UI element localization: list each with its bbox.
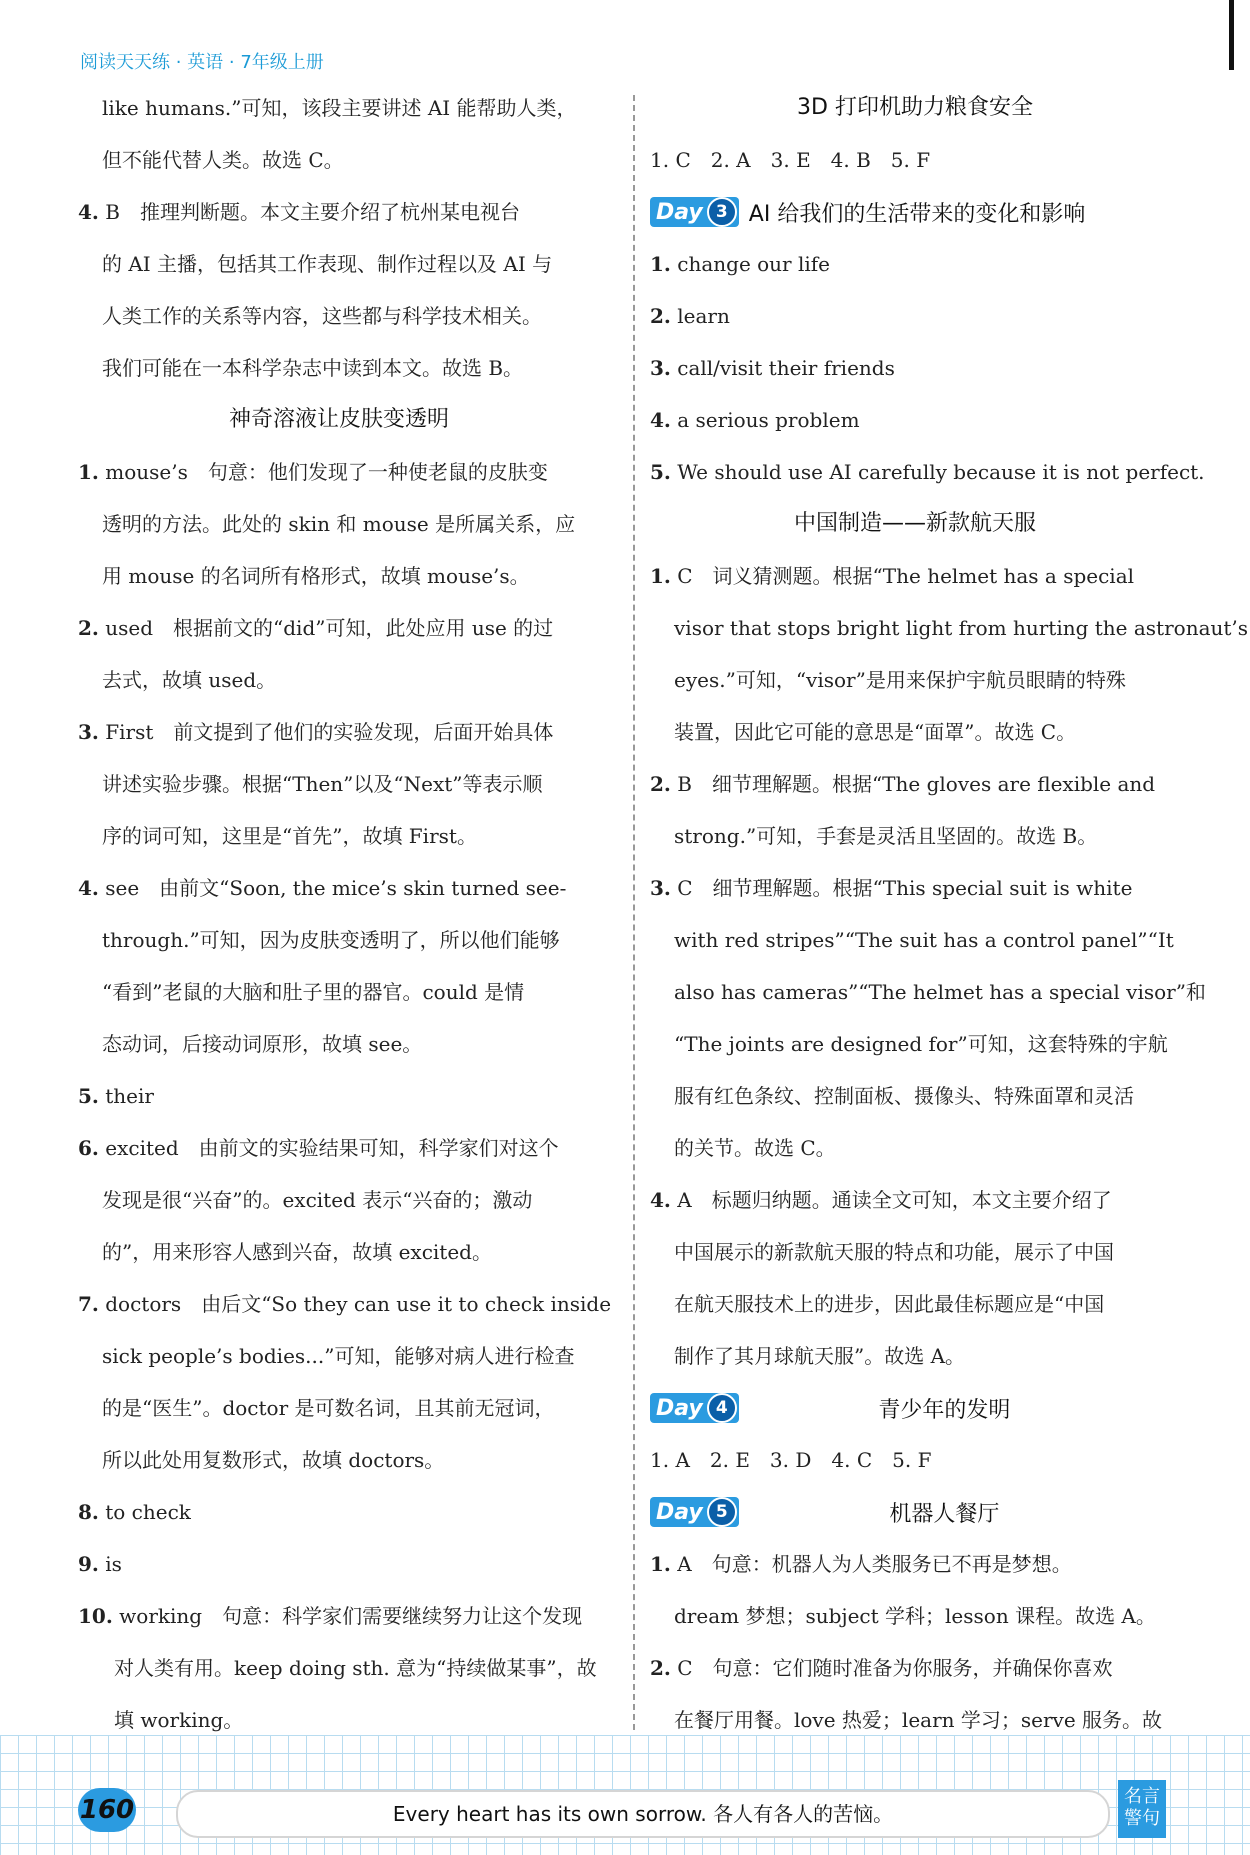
item-text: mouse’s 句意：他们发现了一种使老鼠的皮肤变	[98, 460, 548, 484]
answer-text-line	[78, 654, 600, 706]
answer-item	[650, 862, 1180, 914]
item-number: 5.	[650, 460, 671, 484]
answer-text-line	[78, 290, 600, 342]
item-number: 8.	[78, 1500, 99, 1524]
answer-text-line	[650, 602, 1249, 654]
item-text: through.”可知，因为皮肤变透明了，所以他们能够	[102, 928, 560, 952]
answer-text-line	[650, 1070, 1180, 1122]
right-column	[650, 82, 1249, 1798]
item-number: 3.	[650, 876, 671, 900]
item-text: call/visit their friends	[670, 356, 895, 380]
answer-item	[78, 1278, 612, 1330]
answer-text-line	[78, 1226, 600, 1278]
answer-text-line	[78, 1382, 600, 1434]
item-text: 的”，用来形容人感到兴奋，故填 excited。	[102, 1240, 492, 1264]
item-text: is	[98, 1552, 122, 1576]
item-number: 4.	[650, 1188, 671, 1212]
day-title: 青少年的发明	[878, 1397, 1011, 1423]
day-heading	[650, 1382, 1180, 1434]
answer-text-line	[650, 134, 1180, 186]
item-text: A 标题归纳题。通读全文可知，本文主要介绍了	[670, 1188, 1112, 1212]
day-label: Day	[656, 1395, 703, 1421]
answer-text-line	[650, 810, 1180, 862]
answer-item	[650, 342, 1180, 394]
item-number: 2.	[650, 304, 671, 328]
answer-text-line	[78, 238, 600, 290]
answer-item	[78, 1486, 600, 1538]
item-text: a serious problem	[670, 408, 860, 432]
answer-item	[78, 706, 600, 758]
item-text: visor that stops bright light from hurting the astronaut’s	[674, 616, 1249, 640]
item-number: 9.	[78, 1552, 99, 1576]
item-text: 所以此处用复数形式，故填 doctors。	[102, 1448, 445, 1472]
item-text: 透明的方法。此处的 skin 和 mouse 是所属关系，应	[102, 512, 576, 536]
item-text: 序的词可知，这里是“首先”，故填 First。	[102, 824, 477, 848]
item-text: excited 由前文的实验结果可知，科学家们对这个	[98, 1136, 559, 1160]
item-text: 讲述实验步骤。根据“Then”以及“Next”等表示顺	[102, 772, 543, 796]
answer-item	[650, 758, 1180, 810]
item-text: 的是“医生”。doctor 是可数名词，且其前无冠词，	[102, 1396, 555, 1420]
answer-item	[78, 862, 600, 914]
item-text: 人类工作的关系等内容，这些都与科学技术相关。	[102, 304, 542, 328]
item-text: 填 working。	[114, 1708, 244, 1732]
item-text: sick people’s bodies...”可知，能够对病人进行检查	[102, 1344, 575, 1368]
item-text: eyes.”可知，“visor”是用来保护宇航员眼睛的特殊	[674, 668, 1126, 692]
answer-text-line	[78, 342, 600, 394]
answer-text-line	[78, 758, 600, 810]
answer-item	[650, 446, 1205, 498]
item-text: “看到”老鼠的大脑和肚子里的器官。could 是情	[102, 980, 525, 1004]
quote-badge-line2: 警句	[1124, 1808, 1160, 1829]
item-number: 2.	[78, 616, 99, 640]
item-text: also has cameras”“The helmet has a special visor”和	[674, 980, 1206, 1004]
answer-item	[78, 1538, 600, 1590]
item-text: 装置，因此它可能的意思是“面罩”。故选 C。	[674, 720, 1077, 744]
item-number: 5.	[78, 1084, 99, 1108]
page-edge-mark	[1229, 0, 1234, 70]
answer-text-line	[650, 1122, 1180, 1174]
answer-item	[78, 186, 600, 238]
answer-text-line	[78, 134, 600, 186]
item-text: see 由前文“Soon, the mice’s skin turned see-	[98, 876, 567, 900]
item-number: 1.	[650, 252, 671, 276]
answer-item	[650, 1642, 1180, 1694]
item-text: 态动词，后接动词原形，故填 see。	[102, 1032, 423, 1056]
item-text: 制作了其月球航天服”。故选 A。	[674, 1344, 966, 1368]
answer-item	[650, 1174, 1180, 1226]
answer-text-line	[78, 1434, 600, 1486]
item-number: 4.	[650, 408, 671, 432]
answer-text-line	[650, 1434, 1180, 1486]
day-badge	[650, 1497, 739, 1527]
day-badge	[650, 197, 739, 227]
item-text: 对人类有用。keep doing sth. 意为“持续做某事”，故	[114, 1656, 597, 1680]
answer-text-line	[650, 1590, 1180, 1642]
item-text: 我们可能在一本科学杂志中读到本文。故选 B。	[102, 356, 524, 380]
item-text: 的 AI 主播，包括其工作表现、制作过程以及 AI 与	[102, 252, 553, 276]
item-number: 2.	[650, 772, 671, 796]
item-text: change our life	[670, 252, 831, 276]
item-text: B 推理判断题。本文主要介绍了杭州某电视台	[98, 200, 520, 224]
item-text: 1. A 2. E 3. D 4. C 5. F	[650, 1448, 932, 1472]
running-header: 阅读天天练 · 英语 · 7年级上册	[80, 52, 324, 73]
answer-text-line	[78, 1330, 600, 1382]
answer-item	[78, 1122, 600, 1174]
answer-text-line	[650, 654, 1180, 706]
item-text: like humans.”可知，该段主要讲述 AI 能帮助人类，	[102, 96, 577, 120]
item-number: 10.	[78, 1604, 113, 1628]
answer-text-line	[650, 1226, 1180, 1278]
item-text: dream 梦想；subject 学科；lesson 课程。故选 A。	[674, 1604, 1156, 1628]
item-text: working 句意：科学家们需要继续努力让这个发现	[112, 1604, 583, 1628]
quote-badge	[1118, 1780, 1166, 1838]
item-text: doctors 由后文“So they can use it to check inside	[98, 1292, 612, 1316]
item-text: learn	[670, 304, 730, 328]
answer-text-line	[78, 1174, 600, 1226]
answer-text-line	[650, 966, 1206, 1018]
item-text: C 词义猜测题。根据“The helmet has a special	[670, 564, 1135, 588]
day-heading	[650, 186, 1180, 238]
item-text: 用 mouse 的名词所有格形式，故填 mouse’s。	[102, 564, 530, 588]
section-title: 3D 打印机助力粮食安全	[797, 95, 1033, 120]
answer-item	[78, 1590, 600, 1642]
item-text: to check	[98, 1500, 191, 1524]
answer-item	[78, 602, 600, 654]
item-text: their	[98, 1084, 154, 1108]
answer-text-line	[78, 1018, 600, 1070]
answer-text-line	[650, 1330, 1180, 1382]
day-number: 4	[707, 1393, 737, 1423]
answer-item	[650, 290, 1180, 342]
item-number: 4.	[78, 200, 99, 224]
day-label: Day	[656, 1499, 703, 1525]
answer-item	[78, 446, 600, 498]
day-title: AI 给我们的生活带来的变化和影响	[748, 201, 1086, 227]
day-label: Day	[656, 199, 703, 225]
quote-banner: Every heart has its own sorrow. 各人有各人的苦恼。	[176, 1790, 1110, 1838]
day-title: 机器人餐厅	[889, 1501, 1000, 1527]
answer-text-line	[650, 1278, 1180, 1330]
day-heading	[650, 1486, 1180, 1538]
item-text: with red stripes”“The suit has a control panel”“It	[674, 928, 1174, 952]
item-text: C 句意：它们随时准备为你服务，并确保你喜欢	[670, 1656, 1113, 1680]
answer-item	[650, 550, 1180, 602]
item-text: 在航天服技术上的进步，因此最佳标题应是“中国	[674, 1292, 1105, 1316]
answer-text-line	[78, 914, 600, 966]
item-number: 1.	[78, 460, 99, 484]
section-title: 中国制造——新款航天服	[793, 511, 1036, 536]
item-number: 3.	[650, 356, 671, 380]
item-text: 服有红色条纹、控制面板、摄像头、特殊面罩和灵活	[674, 1084, 1134, 1108]
answer-text-line	[78, 966, 600, 1018]
item-text: B 细节理解题。根据“The gloves are flexible and	[670, 772, 1156, 796]
item-text: 的关节。故选 C。	[674, 1136, 836, 1160]
item-text: “The joints are designed for”可知，这套特殊的宇航	[674, 1032, 1168, 1056]
item-text: 发现是很“兴奋”的。excited 表示“兴奋的；激动	[102, 1188, 533, 1212]
item-text: 中国展示的新款航天服的特点和功能，展示了中国	[674, 1240, 1114, 1264]
page-number: 160	[78, 1788, 136, 1832]
answer-item	[650, 238, 1180, 290]
item-number: 2.	[650, 1656, 671, 1680]
answer-text-line	[650, 1018, 1180, 1070]
day-number: 5	[707, 1497, 737, 1527]
item-number: 3.	[78, 720, 99, 744]
item-text: A 句意：机器人为人类服务已不再是梦想。	[670, 1552, 1072, 1576]
item-text: 去式，故填 used。	[102, 668, 277, 692]
item-number: 1.	[650, 564, 671, 588]
answer-text-line	[78, 1642, 600, 1694]
item-text: 在餐厅用餐。love 热爱；learn 学习；serve 服务。故	[674, 1708, 1163, 1732]
item-text: strong.”可知，手套是灵活且坚固的。故选 B。	[674, 824, 1098, 848]
item-text: 1. C 2. A 3. E 4. B 5. F	[650, 148, 931, 172]
item-text: C 细节理解题。根据“This special suit is white	[670, 876, 1133, 900]
answer-item	[650, 1538, 1180, 1590]
item-number: 1.	[650, 1552, 671, 1576]
answer-text-line	[78, 550, 600, 602]
answer-text-line	[78, 498, 600, 550]
section-title: 神奇溶液让皮肤变透明	[228, 407, 449, 432]
answer-text-line	[78, 82, 600, 134]
item-text: We should use AI carefully because it is not perfect.	[670, 460, 1205, 484]
day-badge	[650, 1393, 739, 1423]
answer-text-line	[650, 914, 1180, 966]
day-number: 3	[707, 197, 737, 227]
answer-text-line	[78, 810, 600, 862]
left-column	[78, 82, 612, 1746]
item-number: 4.	[78, 876, 99, 900]
item-text: 但不能代替人类。故选 C。	[102, 148, 344, 172]
item-text: used 根据前文的“did”可知，此处应用 use 的过	[98, 616, 554, 640]
quote-badge-line1: 名言	[1124, 1786, 1160, 1807]
answer-text-line	[650, 706, 1180, 758]
column-divider	[633, 95, 635, 1730]
item-number: 6.	[78, 1136, 99, 1160]
item-number: 7.	[78, 1292, 99, 1316]
item-text: First 前文提到了他们的实验发现，后面开始具体	[98, 720, 554, 744]
answer-item	[650, 394, 1180, 446]
answer-item	[78, 1070, 600, 1122]
